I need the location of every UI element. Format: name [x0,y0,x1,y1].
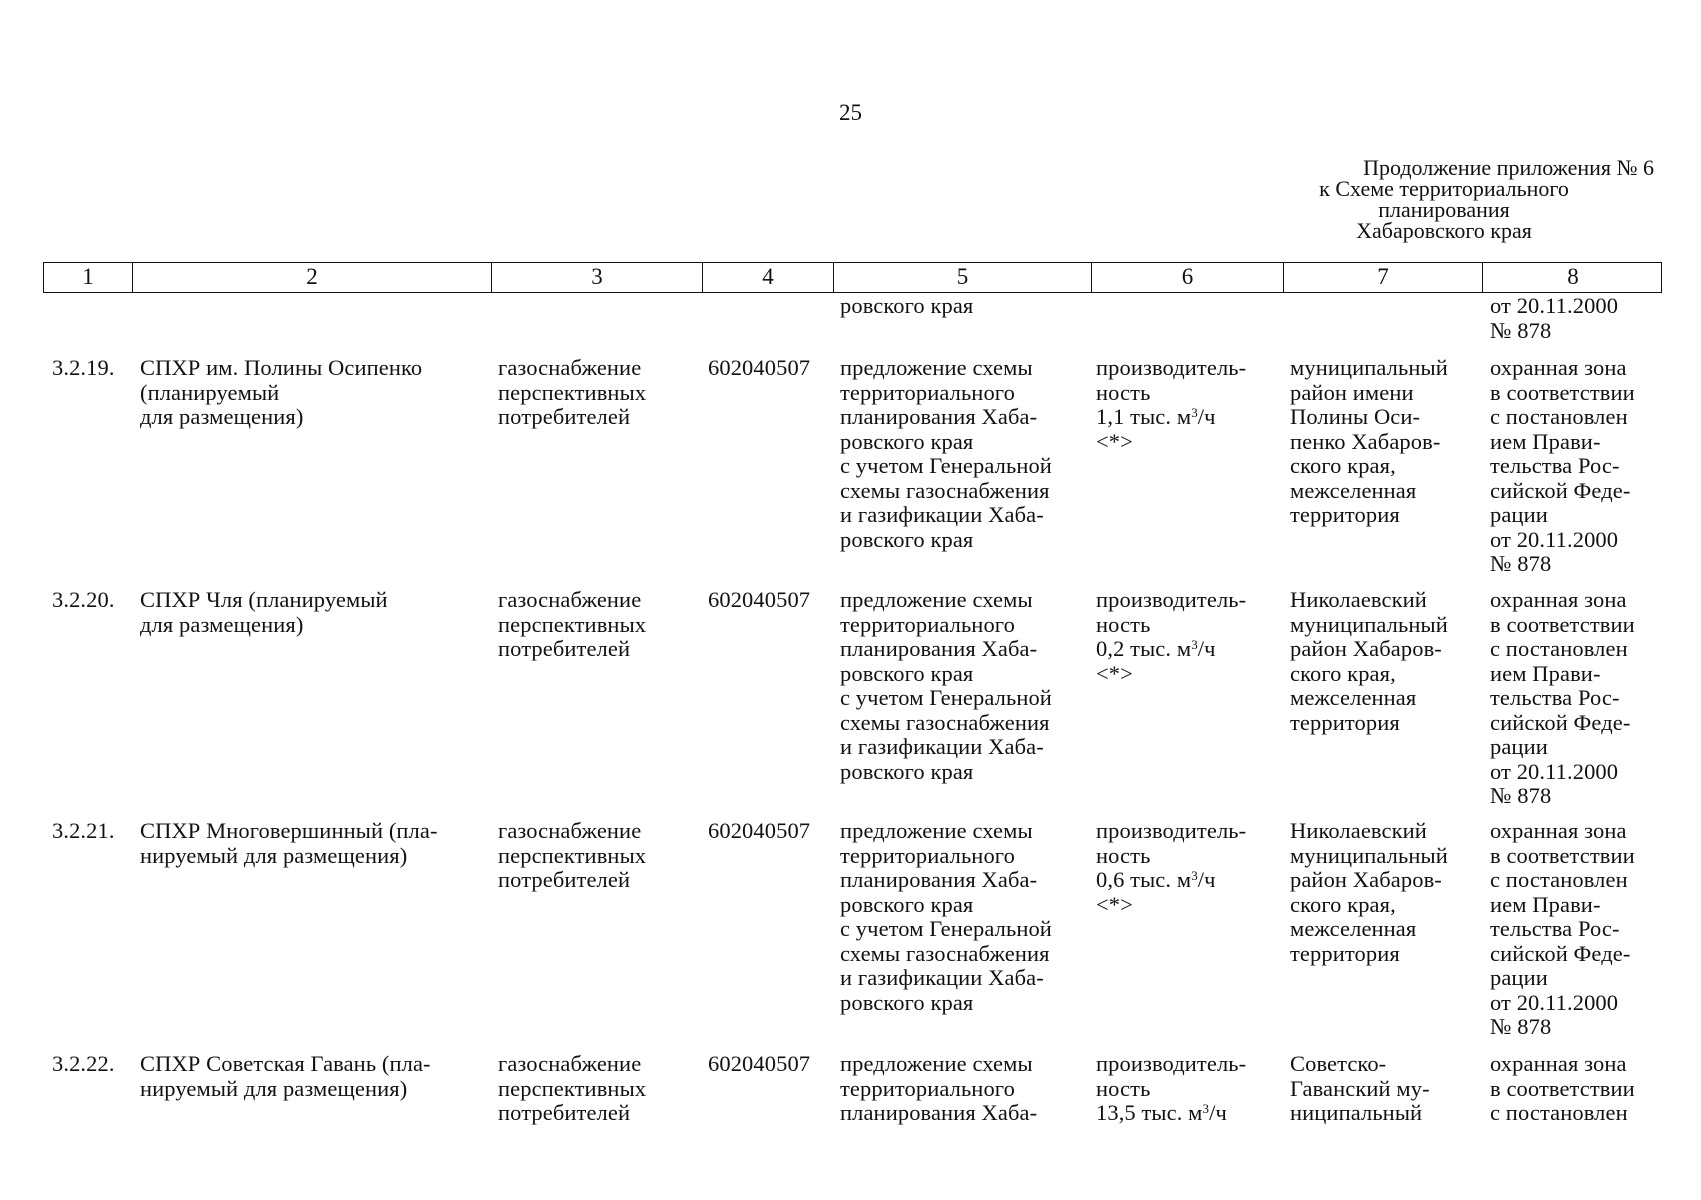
capacity-label: производитель- ность [1096,1051,1247,1101]
capacity [1096,819,1246,917]
capacity-unit: /ч [1197,404,1216,429]
continuation-zone: от 20.11.2000 № 878 [1490,293,1619,343]
capacity-superscript: 3 [1191,868,1198,883]
column-header-7: 7 [1283,263,1482,292]
row-number: 3.2.22. [52,1051,115,1076]
capacity [1096,588,1246,686]
location: муниципальный район имени Полины Оси- пенко Хабаров- ского края, межселенная территория [1290,355,1448,527]
location: Советско- Гаванский му- ниципальный [1290,1051,1430,1125]
object-purpose: газоснабжение перспективных потребителей [498,818,647,892]
capacity-label: производитель- ность [1096,355,1247,405]
protection-zone: охранная зона в соответствии с постановлен ием Прави- тельства Рос- сийской Феде- рации от 20.11.2000 № 878 [1490,355,1635,576]
row-number: 3.2.21. [52,818,115,843]
appendix-line-4: Хабаровского края [1356,218,1532,243]
appendix-line-3: планирования [1378,197,1510,222]
placement-basis: предложение схемы территориального планирования Хаба- ровского края с учетом Генеральной схемы газоснабжения и газификации Хаба- ровского края [840,818,1052,1015]
location: Николаевский муниципальный район Хабаров- ского края, межселенная территория [1290,818,1448,966]
placement-basis: предложение схемы территориального планирования Хаба- ровского края с учетом Генеральной схемы газоснабжения и газификации Хаба- ровского края [840,355,1052,552]
page-number: 25 [839,100,862,125]
placement-basis: предложение схемы территориального планирования Хаба- ровского края с учетом Генеральной схемы газоснабжения и газификации Хаба- ровского края [840,587,1052,784]
column-header-6: 6 [1091,263,1283,292]
column-header-3: 3 [491,263,702,292]
capacity-value: 0,6 тыс. м [1096,867,1192,892]
capacity-value: 13,5 тыс. м [1096,1100,1203,1125]
capacity-superscript: 3 [1202,1101,1210,1116]
object-code: 602040507 [708,355,811,380]
location: Николаевский муниципальный район Хабаров- ского края, межселенная территория [1290,587,1448,735]
capacity-note: <*> [1096,891,1133,917]
table-header [43,262,1662,293]
capacity-note: <*> [1096,428,1133,454]
capacity-superscript: 3 [1191,405,1198,420]
capacity-superscript: 3 [1191,637,1198,652]
appendix-header [1234,157,1654,241]
capacity-unit: /ч [1197,867,1216,892]
object-code: 602040507 [708,818,811,843]
object-name: СПХР Чля (планируемый для размещения) [140,587,388,637]
capacity-value: 0,2 тыс. м [1096,636,1192,661]
object-purpose: газоснабжение перспективных потребителей [498,355,647,429]
object-name: СПХР Многовершинный (пла- нируемый для размещения) [140,818,438,868]
appendix-line-1: Продолжение приложения № 6 [1363,155,1654,180]
column-header-2: 2 [132,263,491,292]
row-number: 3.2.19. [52,355,115,380]
protection-zone: охранная зона в соответствии с постановлен ием Прави- тельства Рос- сийской Феде- рации от 20.11.2000 № 878 [1490,587,1635,808]
capacity-value: 1,1 тыс. м [1096,404,1192,429]
object-name: СПХР Советская Гавань (пла- нируемый для размещения) [140,1051,431,1101]
object-purpose: газоснабжение перспективных потребителей [498,1051,647,1125]
capacity-note: <*> [1096,660,1133,686]
column-header-4: 4 [702,263,833,292]
column-header-5: 5 [833,263,1091,292]
capacity-unit: /ч [1209,1100,1227,1125]
column-header-8: 8 [1482,263,1663,292]
protection-zone: охранная зона в соответствии с постановлен ием Прави- тельства Рос- сийской Феде- рации от 20.11.2000 № 878 [1490,818,1635,1039]
capacity [1096,1052,1246,1126]
appendix-line-2: к Схеме территориального [1319,176,1569,201]
object-name: СПХР им. Полины Осипенко (планируемый для размещения) [140,355,423,429]
capacity-label: производитель- ность [1096,818,1247,868]
object-code: 602040507 [708,587,811,612]
continuation-basis: ровского края [840,293,974,318]
capacity [1096,356,1246,454]
capacity-unit: /ч [1197,636,1216,661]
placement-basis: предложение схемы территориального планирования Хаба- [840,1051,1038,1125]
row-number: 3.2.20. [52,587,115,612]
capacity-label: производитель- ность [1096,587,1247,637]
object-code: 602040507 [708,1051,811,1076]
protection-zone: охранная зона в соответствии с постановлен [1490,1051,1635,1125]
column-header-1: 1 [82,264,94,289]
object-purpose: газоснабжение перспективных потребителей [498,587,647,661]
